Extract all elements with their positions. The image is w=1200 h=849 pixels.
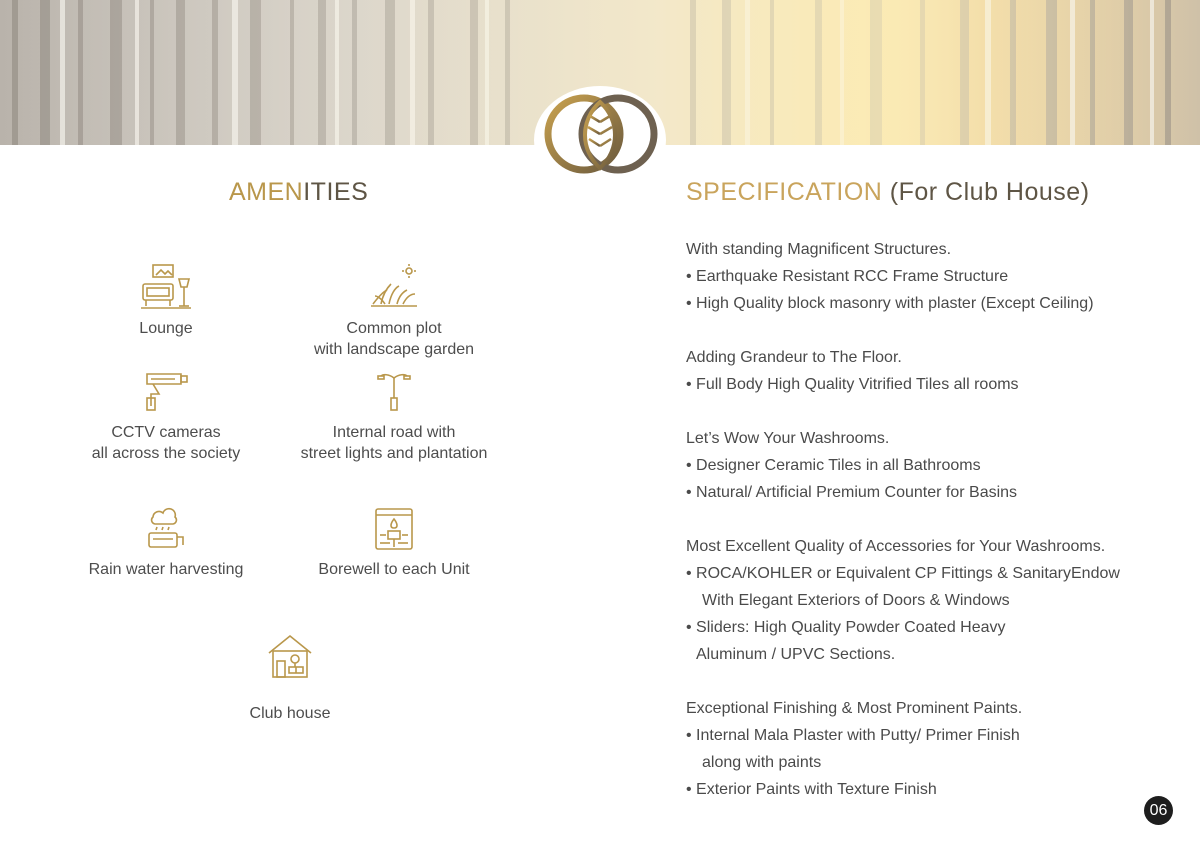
amenity-common-plot (284, 262, 504, 360)
specification-list (686, 236, 1166, 830)
spec-heading: Most Excellent Quality of Accessories for Your Washrooms. (686, 538, 1106, 555)
amenity-label: Lounge (139, 320, 193, 337)
spec-heading: Let’s Wow Your Washrooms. (686, 430, 890, 447)
specification-title (686, 178, 1090, 207)
amenity-label-line2: all across the society (91, 445, 241, 462)
spec-item: • Earthquake Resistant RCC Frame Structure (686, 268, 1009, 285)
spec-item-continued: along with paints (702, 754, 822, 771)
amenity-label: CCTV cameras (111, 424, 221, 441)
amenity-label-line2: street lights and plantation (300, 445, 488, 462)
amenity-label-line2: with landscape garden (313, 341, 475, 358)
spec-item: • ROCA/KOHLER or Equivalent CP Fittings & SanitaryEndow (686, 565, 1120, 582)
amenities-title-part2: ITIES (303, 178, 369, 206)
street-light-icon (367, 370, 421, 416)
spec-item: • Exterior Paints with Texture Finish (686, 781, 937, 798)
amenity-internal-road (276, 370, 512, 464)
spec-group-floor (686, 344, 1166, 398)
amenity-lounge (96, 262, 236, 339)
borewell-icon (367, 507, 421, 553)
page-number: 06 (1144, 796, 1173, 825)
spec-item: • Full Body High Quality Vitrified Tiles all rooms (686, 376, 1019, 393)
garden-icon (367, 262, 421, 312)
lounge-icon (139, 262, 193, 312)
spec-heading: Exceptional Finishing & Most Prominent Paints. (686, 700, 1023, 717)
spec-group-accessories (686, 533, 1166, 668)
club-house-icon (263, 633, 317, 683)
spec-heading: Adding Grandeur to The Floor. (686, 349, 902, 366)
specification-title-part1: SPECIFICATION (686, 178, 883, 206)
amenity-label: Club house (249, 705, 331, 722)
specification-title-part2: (For Club House) (882, 178, 1090, 206)
spec-item-continued: Aluminum / UPVC Sections. (696, 646, 896, 663)
cctv-camera-icon (139, 370, 193, 416)
amenity-label: Common plot (346, 320, 442, 337)
amenity-borewell (296, 507, 492, 580)
spec-group-structure (686, 236, 1166, 317)
amenities-title (229, 178, 368, 207)
spec-group-washrooms (686, 425, 1166, 506)
spec-heading: With standing Magnificent Structures. (686, 241, 952, 258)
brand-logo (532, 82, 668, 192)
amenity-club-house (220, 633, 360, 724)
spec-item: • Internal Mala Plaster with Putty/ Primer Finish (686, 727, 1020, 744)
amenity-label: Rain water harvesting (88, 561, 244, 578)
spec-item: • Designer Ceramic Tiles in all Bathrooms (686, 457, 981, 474)
spec-item-continued: With Elegant Exteriors of Doors & Windows (702, 592, 1010, 609)
amenity-label: Borewell to each Unit (318, 561, 470, 578)
spec-item: • Natural/ Artificial Premium Counter for Basins (686, 484, 1018, 501)
spec-group-paints (686, 695, 1166, 803)
spec-item: • Sliders: High Quality Powder Coated Heavy (686, 619, 1006, 636)
amenity-rain-water-harvesting (76, 507, 256, 580)
spec-item: • High Quality block masonry with plaster (Except Ceiling) (686, 295, 1094, 312)
rain-harvesting-icon (139, 507, 193, 553)
amenity-label: Internal road with (332, 424, 456, 441)
amenity-cctv (76, 370, 256, 464)
amenities-title-part1: AMEN (229, 178, 304, 206)
